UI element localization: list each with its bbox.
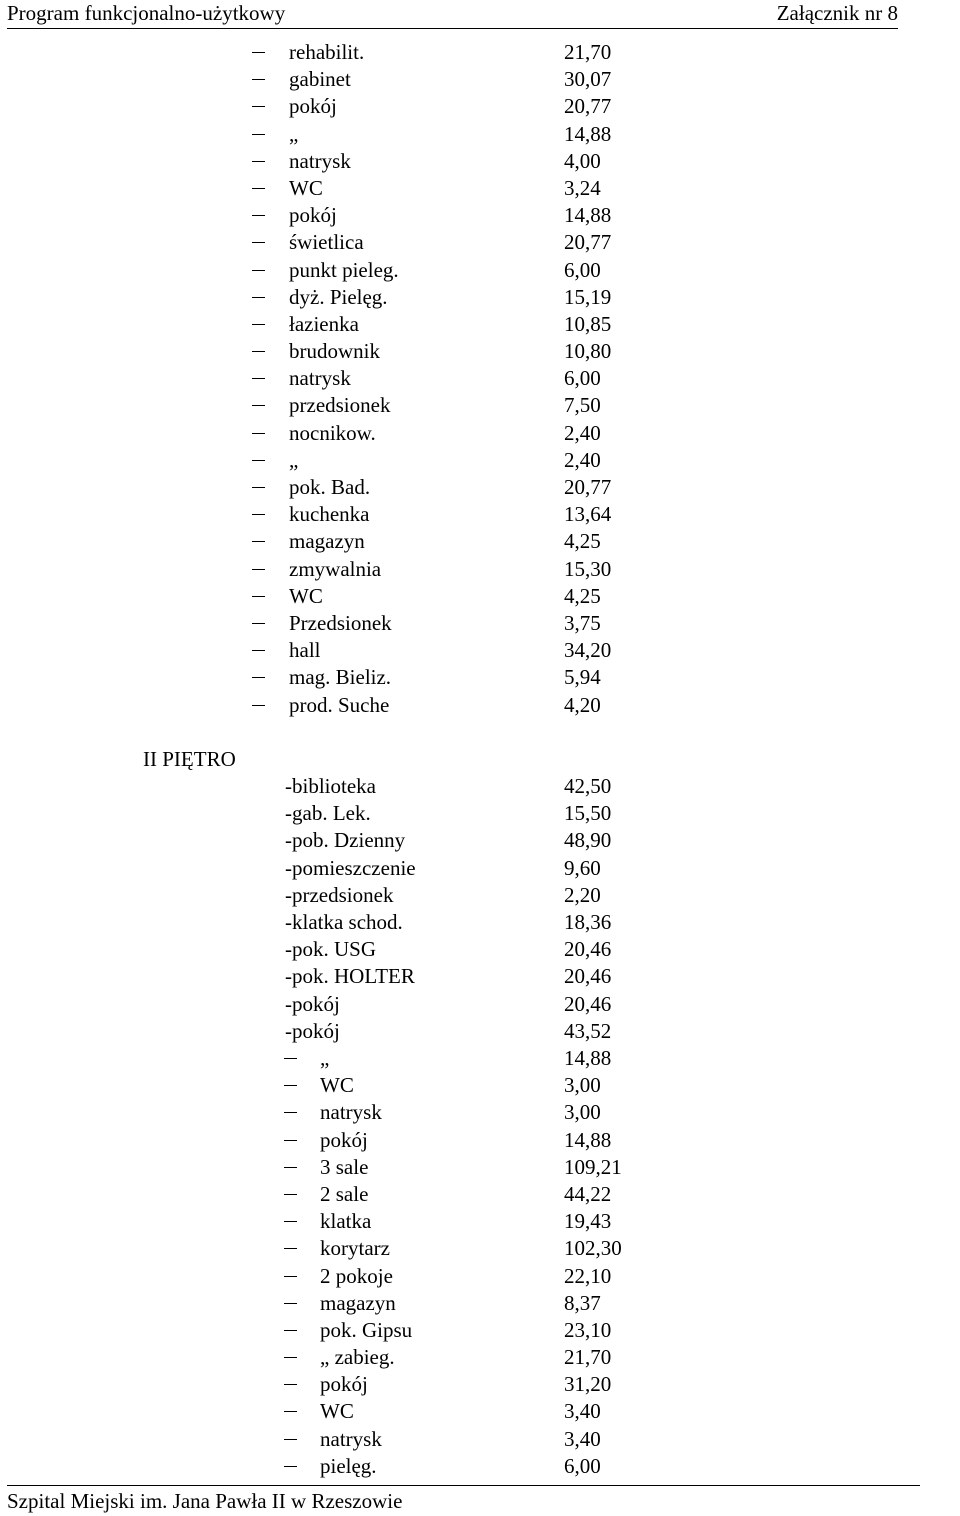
room-row xyxy=(0,420,960,447)
room-row xyxy=(0,311,960,338)
room-row xyxy=(0,827,960,854)
list-dash xyxy=(252,134,265,135)
room-list-group-3 xyxy=(0,1045,960,1480)
header-document-title: Program funkcjonalno-użytkowy xyxy=(7,1,286,25)
room-name: rehabilit. xyxy=(289,40,365,64)
room-row xyxy=(0,474,960,501)
room-row xyxy=(0,528,960,555)
room-name: zmywalnia xyxy=(289,556,382,581)
room-area: 4,00 xyxy=(564,148,601,173)
list-dash xyxy=(284,1140,297,1141)
room-area: 10,80 xyxy=(564,339,612,364)
list-dash xyxy=(284,1194,297,1195)
room-name: 2 pokoje xyxy=(320,1263,393,1288)
room-area: 2,40 xyxy=(564,447,601,472)
room-area: 48,90 xyxy=(564,828,612,853)
room-name: WC xyxy=(289,175,323,200)
room-row xyxy=(0,175,960,202)
room-list-group-1 xyxy=(0,39,960,719)
room-name: „ xyxy=(289,447,299,472)
room-area: 109,21 xyxy=(564,1154,622,1179)
room-area: 9,60 xyxy=(564,855,601,880)
list-dash xyxy=(252,242,265,243)
room-name: -biblioteka xyxy=(285,774,376,798)
room-row xyxy=(0,257,960,284)
room-row xyxy=(0,991,960,1018)
room-row xyxy=(0,610,960,637)
list-dash xyxy=(252,324,265,325)
room-area: 20,46 xyxy=(564,991,612,1016)
room-row xyxy=(0,936,960,963)
room-row xyxy=(0,963,960,990)
room-name: brudownik xyxy=(289,339,380,364)
room-area: 20,46 xyxy=(564,964,612,989)
room-area: 20,77 xyxy=(564,230,612,255)
room-row xyxy=(0,1263,960,1290)
room-area: 21,70 xyxy=(564,40,612,64)
room-name: „ zabieg. xyxy=(320,1345,395,1370)
list-dash xyxy=(284,1221,297,1222)
room-name: 3 sale xyxy=(320,1154,369,1179)
room-name: łazienka xyxy=(289,311,359,336)
list-dash xyxy=(252,52,265,53)
room-row xyxy=(0,93,960,120)
room-row xyxy=(0,1426,960,1453)
room-row xyxy=(0,637,960,664)
room-name: nocnikow. xyxy=(289,420,376,445)
list-dash xyxy=(284,1085,297,1086)
room-name: -pob. Dzienny xyxy=(285,828,406,853)
room-area: 4,20 xyxy=(564,692,601,717)
room-area: 3,00 xyxy=(564,1073,601,1098)
list-dash xyxy=(252,405,265,406)
room-name: magazyn xyxy=(320,1290,396,1315)
room-row xyxy=(0,1453,960,1480)
room-name: hall xyxy=(289,638,321,663)
room-area: 14,88 xyxy=(564,1127,612,1152)
room-area: 8,37 xyxy=(564,1290,601,1315)
room-row xyxy=(0,447,960,474)
list-dash xyxy=(284,1357,297,1358)
room-row xyxy=(0,692,960,719)
room-name: pok. Gipsu xyxy=(320,1317,413,1342)
list-dash xyxy=(284,1112,297,1113)
room-area: 18,36 xyxy=(564,909,612,934)
room-row xyxy=(0,1371,960,1398)
room-row xyxy=(0,556,960,583)
room-area: 30,07 xyxy=(564,67,612,92)
page-footer xyxy=(7,1485,920,1516)
room-row xyxy=(0,1045,960,1072)
list-dash xyxy=(252,188,265,189)
room-name: -pokój xyxy=(285,1018,340,1043)
room-area: 15,50 xyxy=(564,801,612,826)
list-dash xyxy=(284,1058,297,1059)
room-name: kuchenka xyxy=(289,502,370,527)
room-row xyxy=(0,229,960,256)
room-row xyxy=(0,800,960,827)
room-area: 13,64 xyxy=(564,502,612,527)
list-dash xyxy=(252,378,265,379)
room-name: WC xyxy=(320,1073,354,1098)
room-row xyxy=(0,365,960,392)
list-dash xyxy=(252,433,265,434)
room-area: 21,70 xyxy=(564,1345,612,1370)
list-dash xyxy=(284,1276,297,1277)
room-row xyxy=(0,664,960,691)
room-row xyxy=(0,1235,960,1262)
room-row xyxy=(0,773,960,800)
room-name: natrysk xyxy=(320,1100,382,1125)
header-attachment-number: Załącznik nr 8 xyxy=(776,1,898,25)
room-name: pokój xyxy=(320,1127,368,1152)
room-area: 3,40 xyxy=(564,1399,601,1424)
list-dash xyxy=(252,650,265,651)
room-name: natrysk xyxy=(289,366,351,391)
room-name: pielęg. xyxy=(320,1453,377,1478)
room-name: „ xyxy=(320,1046,330,1070)
room-row xyxy=(0,501,960,528)
room-area: 4,25 xyxy=(564,583,601,608)
footer-hospital-name: Szpital Miejski im. Jana Pawła II w Rzeszowie xyxy=(7,1489,403,1513)
room-name: -gab. Lek. xyxy=(285,801,371,826)
room-name: gabinet xyxy=(289,67,351,92)
list-dash xyxy=(252,677,265,678)
list-dash xyxy=(284,1248,297,1249)
page-header xyxy=(7,0,898,29)
list-dash xyxy=(252,270,265,271)
room-list-group-2 xyxy=(0,773,960,1045)
room-area: 5,94 xyxy=(564,665,601,690)
room-area: 14,88 xyxy=(564,203,612,228)
room-area: 10,85 xyxy=(564,311,612,336)
room-area: 3,75 xyxy=(564,610,601,635)
room-name: magazyn xyxy=(289,529,365,554)
room-area: 3,40 xyxy=(564,1426,601,1451)
room-area: 6,00 xyxy=(564,366,601,391)
room-row xyxy=(0,1099,960,1126)
room-area: 4,25 xyxy=(564,529,601,554)
room-area: 6,00 xyxy=(564,257,601,282)
room-name: korytarz xyxy=(320,1236,390,1261)
room-area: 15,19 xyxy=(564,284,612,309)
room-row xyxy=(0,39,960,66)
list-dash xyxy=(252,297,265,298)
room-name: -pok. HOLTER xyxy=(285,964,415,989)
room-name: prod. Suche xyxy=(289,692,390,717)
room-name: punkt pieleg. xyxy=(289,257,399,282)
room-name: „ xyxy=(289,121,299,146)
room-row xyxy=(0,1072,960,1099)
room-name: 2 sale xyxy=(320,1181,369,1206)
room-name: przedsionek xyxy=(289,393,391,418)
list-dash xyxy=(284,1303,297,1304)
list-dash xyxy=(252,351,265,352)
list-dash xyxy=(252,215,265,216)
room-name: natrysk xyxy=(320,1426,382,1451)
room-row xyxy=(0,338,960,365)
list-dash xyxy=(284,1439,297,1440)
list-dash xyxy=(252,79,265,80)
room-name: -klatka schod. xyxy=(285,909,403,934)
room-name: natrysk xyxy=(289,148,351,173)
room-name: -pokój xyxy=(285,991,340,1016)
room-row xyxy=(0,121,960,148)
room-area: 44,22 xyxy=(564,1181,612,1206)
room-row xyxy=(0,1208,960,1235)
list-dash xyxy=(284,1384,297,1385)
list-dash xyxy=(284,1466,297,1467)
list-dash xyxy=(252,623,265,624)
room-area: 14,88 xyxy=(564,121,612,146)
room-name: pok. Bad. xyxy=(289,475,371,499)
room-name: mag. Bieliz. xyxy=(289,665,392,690)
room-row xyxy=(0,1018,960,1045)
room-area: 3,00 xyxy=(564,1100,601,1125)
room-row xyxy=(0,1154,960,1181)
room-area: 42,50 xyxy=(564,774,612,798)
list-dash xyxy=(284,1330,297,1331)
room-row xyxy=(0,909,960,936)
room-name: WC xyxy=(289,583,323,608)
room-name: pokój xyxy=(320,1372,368,1397)
room-row xyxy=(0,1181,960,1208)
room-name: dyż. Pielęg. xyxy=(289,284,388,309)
room-area: 14,88 xyxy=(564,1046,612,1070)
list-dash xyxy=(252,569,265,570)
list-dash xyxy=(252,705,265,706)
room-area: 22,10 xyxy=(564,1263,612,1288)
room-area: 20,77 xyxy=(564,475,612,499)
room-row xyxy=(0,392,960,419)
room-area: 2,40 xyxy=(564,420,601,445)
room-name: WC xyxy=(320,1399,354,1424)
room-row xyxy=(0,583,960,610)
room-area: 43,52 xyxy=(564,1018,612,1043)
room-row xyxy=(0,284,960,311)
room-name: -pomieszczenie xyxy=(285,855,416,880)
list-dash xyxy=(252,487,265,488)
room-area: 19,43 xyxy=(564,1209,612,1234)
room-area: 2,20 xyxy=(564,882,601,907)
room-area: 7,50 xyxy=(564,393,601,418)
room-row xyxy=(0,1398,960,1425)
room-area: 102,30 xyxy=(564,1236,622,1261)
list-dash xyxy=(252,460,265,461)
room-row xyxy=(0,202,960,229)
list-dash xyxy=(252,161,265,162)
room-name: -pok. USG xyxy=(285,937,377,962)
room-area: 6,00 xyxy=(564,1453,601,1478)
room-row xyxy=(0,1127,960,1154)
list-dash xyxy=(252,596,265,597)
list-dash xyxy=(284,1411,297,1412)
room-row xyxy=(0,1344,960,1371)
room-row xyxy=(0,1317,960,1344)
room-area: 20,46 xyxy=(564,937,612,962)
room-area: 23,10 xyxy=(564,1317,612,1342)
room-row xyxy=(0,148,960,175)
room-name: Przedsionek xyxy=(289,610,392,635)
room-area: 3,24 xyxy=(564,175,601,200)
room-name: pokój xyxy=(289,203,337,228)
room-area: 34,20 xyxy=(564,638,612,663)
room-area: 15,30 xyxy=(564,556,612,581)
section-title: II PIĘTRO xyxy=(143,747,236,771)
room-name: pokój xyxy=(289,94,337,119)
list-dash xyxy=(252,541,265,542)
room-name: -przedsionek xyxy=(285,882,394,907)
list-dash xyxy=(284,1167,297,1168)
room-row xyxy=(0,855,960,882)
room-row xyxy=(0,66,960,93)
list-dash xyxy=(252,514,265,515)
room-area: 31,20 xyxy=(564,1372,612,1397)
room-area: 20,77 xyxy=(564,94,612,119)
room-row xyxy=(0,882,960,909)
room-row xyxy=(0,1290,960,1317)
list-dash xyxy=(252,106,265,107)
room-name: świetlica xyxy=(289,230,364,255)
room-name: klatka xyxy=(320,1209,372,1234)
